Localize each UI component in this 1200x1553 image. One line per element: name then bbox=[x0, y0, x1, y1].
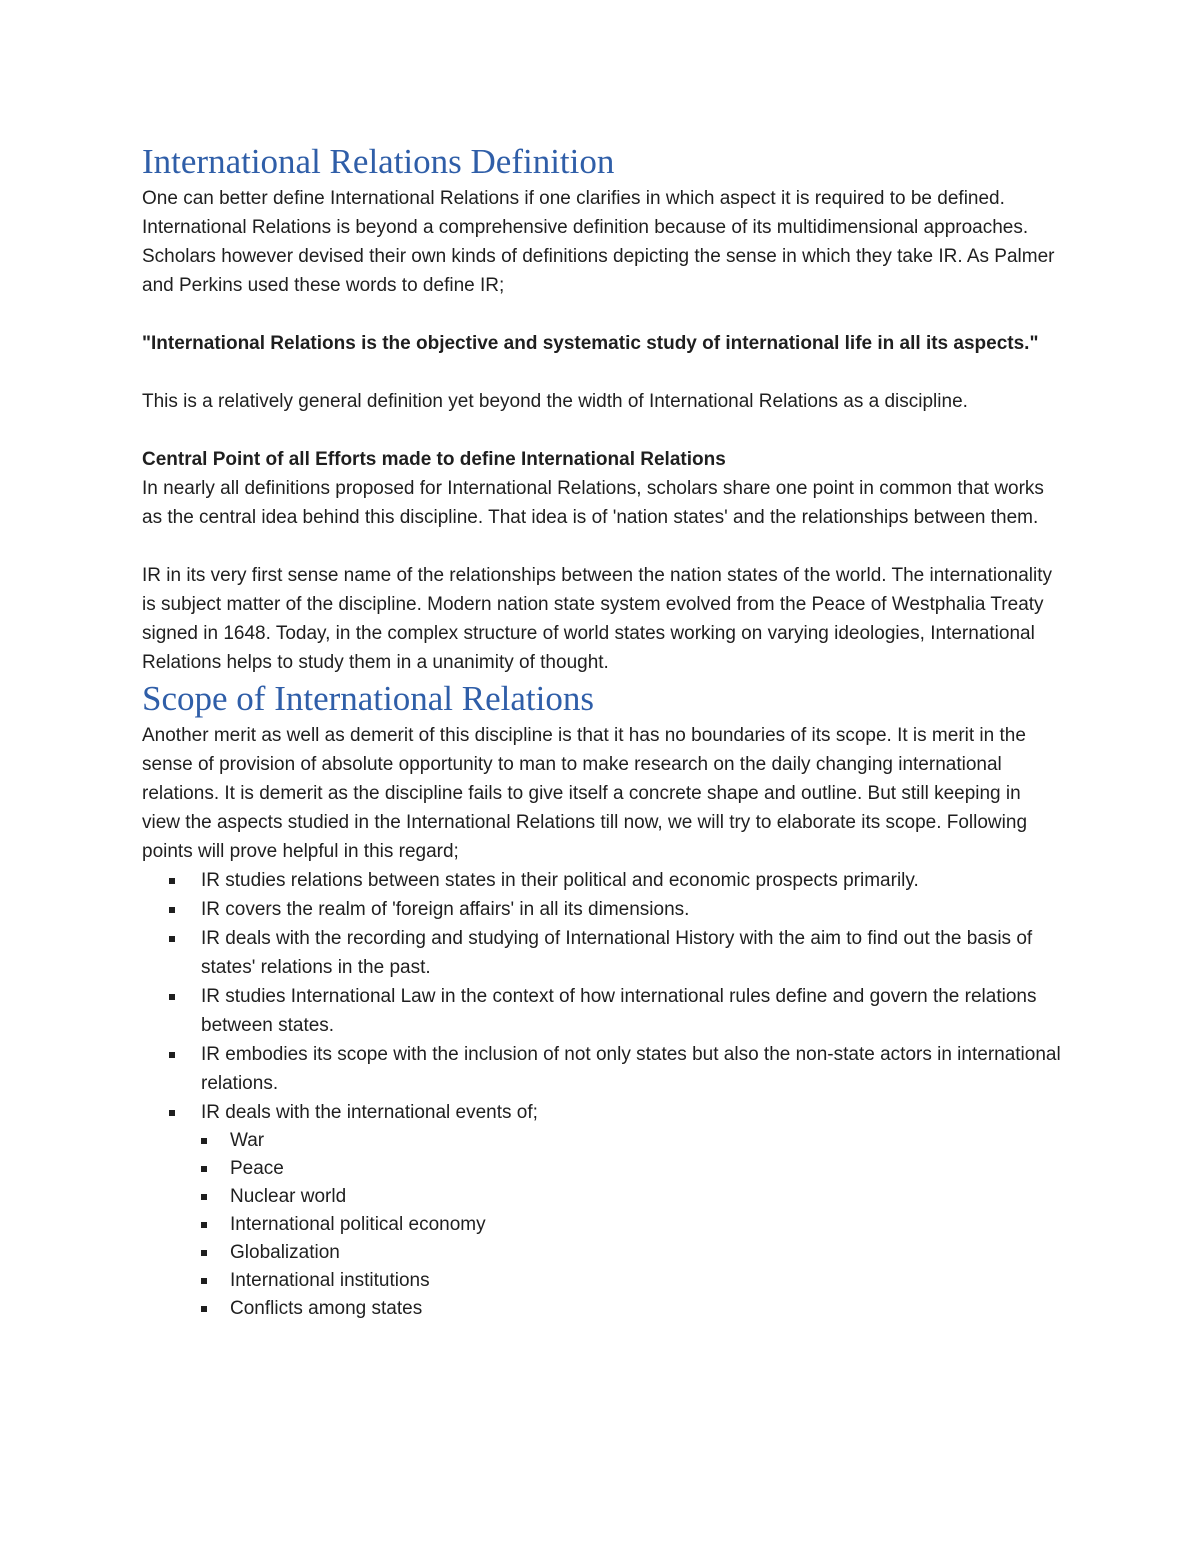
list-item bbox=[142, 1040, 1062, 1098]
list-item-text: IR studies International Law in the context of how international rules define and govern the relations between states. bbox=[201, 986, 1037, 1036]
section-heading-definition: International Relations Definition bbox=[142, 142, 615, 181]
sub-list-item bbox=[142, 1295, 1062, 1323]
list-item bbox=[142, 895, 1062, 924]
spacer bbox=[142, 532, 1062, 561]
sub-list-item-text: Peace bbox=[230, 1158, 284, 1179]
sub-list-item-text: Conflicts among states bbox=[230, 1298, 423, 1319]
sub-list-item bbox=[142, 1183, 1062, 1211]
list-item bbox=[142, 982, 1062, 1040]
general-definition-note: This is a relatively general definition yet beyond the width of International Relations as a discipline. bbox=[142, 391, 968, 412]
sub-list-item-text: International political economy bbox=[230, 1214, 486, 1235]
spacer bbox=[142, 416, 1062, 445]
list-item bbox=[142, 1098, 1062, 1127]
sub-list-item bbox=[142, 1211, 1062, 1239]
document-page bbox=[142, 140, 1062, 1323]
first-sense-paragraph: IR in its very first sense name of the relationships between the nation states of the world. The internationality is subject matter of the discipline. Modern nation state system evolved from the Peace of Westphalia Treaty signed in 1648. Today, in the complex structure of world states working on varying ideologies, International Relations helps to study them in a unanimity of thought. bbox=[142, 565, 1053, 673]
square-bullet-icon bbox=[169, 994, 175, 1000]
list-item bbox=[142, 924, 1062, 982]
definition-quote: "International Relations is the objective and systematic study of international life in all its aspects." bbox=[142, 333, 1039, 354]
spacer bbox=[142, 358, 1062, 387]
square-bullet-icon bbox=[169, 907, 175, 913]
square-bullet-icon bbox=[201, 1250, 207, 1256]
section-heading-scope: Scope of International Relations bbox=[142, 679, 594, 718]
square-bullet-icon bbox=[201, 1278, 207, 1284]
sub-list-item-text: Globalization bbox=[230, 1242, 340, 1263]
sub-list-item-text: War bbox=[230, 1130, 265, 1151]
list-item bbox=[142, 866, 1062, 895]
scope-intro-paragraph: Another merit as well as demerit of this discipline is that it has no boundaries of its scope. It is merit in the sense of provision of absolute opportunity to man to make research on the daily changing international relations. It is demerit as the discipline fails to give itself a concrete shape and outline. But still keeping in view the aspects studied in the International Relations till now, we will try to elaborate its scope. Following points will prove helpful in this regard; bbox=[142, 725, 1028, 862]
square-bullet-icon bbox=[201, 1222, 207, 1228]
list-item-text: IR deals with the recording and studying of International History with the aim to find out the basis of states' relations in the past. bbox=[201, 928, 1033, 978]
sub-list-item bbox=[142, 1155, 1062, 1183]
definition-intro-paragraph: One can better define International Relations if one clarifies in which aspect it is required to be defined. International Relations is beyond a comprehensive definition because of its multidimensional approaches. Scholars however devised their own kinds of definitions depicting the sense in which they take IR. As Palmer and Perkins used these words to define IR; bbox=[142, 188, 1055, 296]
central-point-subheading: Central Point of all Efforts made to define International Relations bbox=[142, 449, 726, 470]
spacer bbox=[142, 300, 1062, 329]
list-item-text: IR covers the realm of 'foreign affairs' in all its dimensions. bbox=[201, 899, 690, 920]
square-bullet-icon bbox=[201, 1306, 207, 1312]
events-sub-list bbox=[142, 1127, 1062, 1323]
central-point-paragraph: In nearly all definitions proposed for International Relations, scholars share one point in common that works as the central idea behind this discipline. That idea is of 'nation states' and the relationships between them. bbox=[142, 478, 1044, 528]
square-bullet-icon bbox=[169, 1110, 175, 1116]
sub-list-item bbox=[142, 1127, 1062, 1155]
list-item-text: IR embodies its scope with the inclusion of not only states but also the non-state actors in international relations. bbox=[201, 1044, 1061, 1094]
list-item-text: IR deals with the international events of; bbox=[201, 1102, 538, 1123]
scope-bullet-list bbox=[142, 866, 1062, 1127]
sub-list-item-text: Nuclear world bbox=[230, 1186, 347, 1207]
square-bullet-icon bbox=[201, 1138, 207, 1144]
square-bullet-icon bbox=[169, 1052, 175, 1058]
square-bullet-icon bbox=[201, 1166, 207, 1172]
square-bullet-icon bbox=[169, 936, 175, 942]
square-bullet-icon bbox=[201, 1194, 207, 1200]
square-bullet-icon bbox=[169, 878, 175, 884]
sub-list-item bbox=[142, 1239, 1062, 1267]
sub-list-item-text: International institutions bbox=[230, 1270, 430, 1291]
list-item-text: IR studies relations between states in their political and economic prospects primarily. bbox=[201, 870, 919, 891]
sub-list-item bbox=[142, 1267, 1062, 1295]
